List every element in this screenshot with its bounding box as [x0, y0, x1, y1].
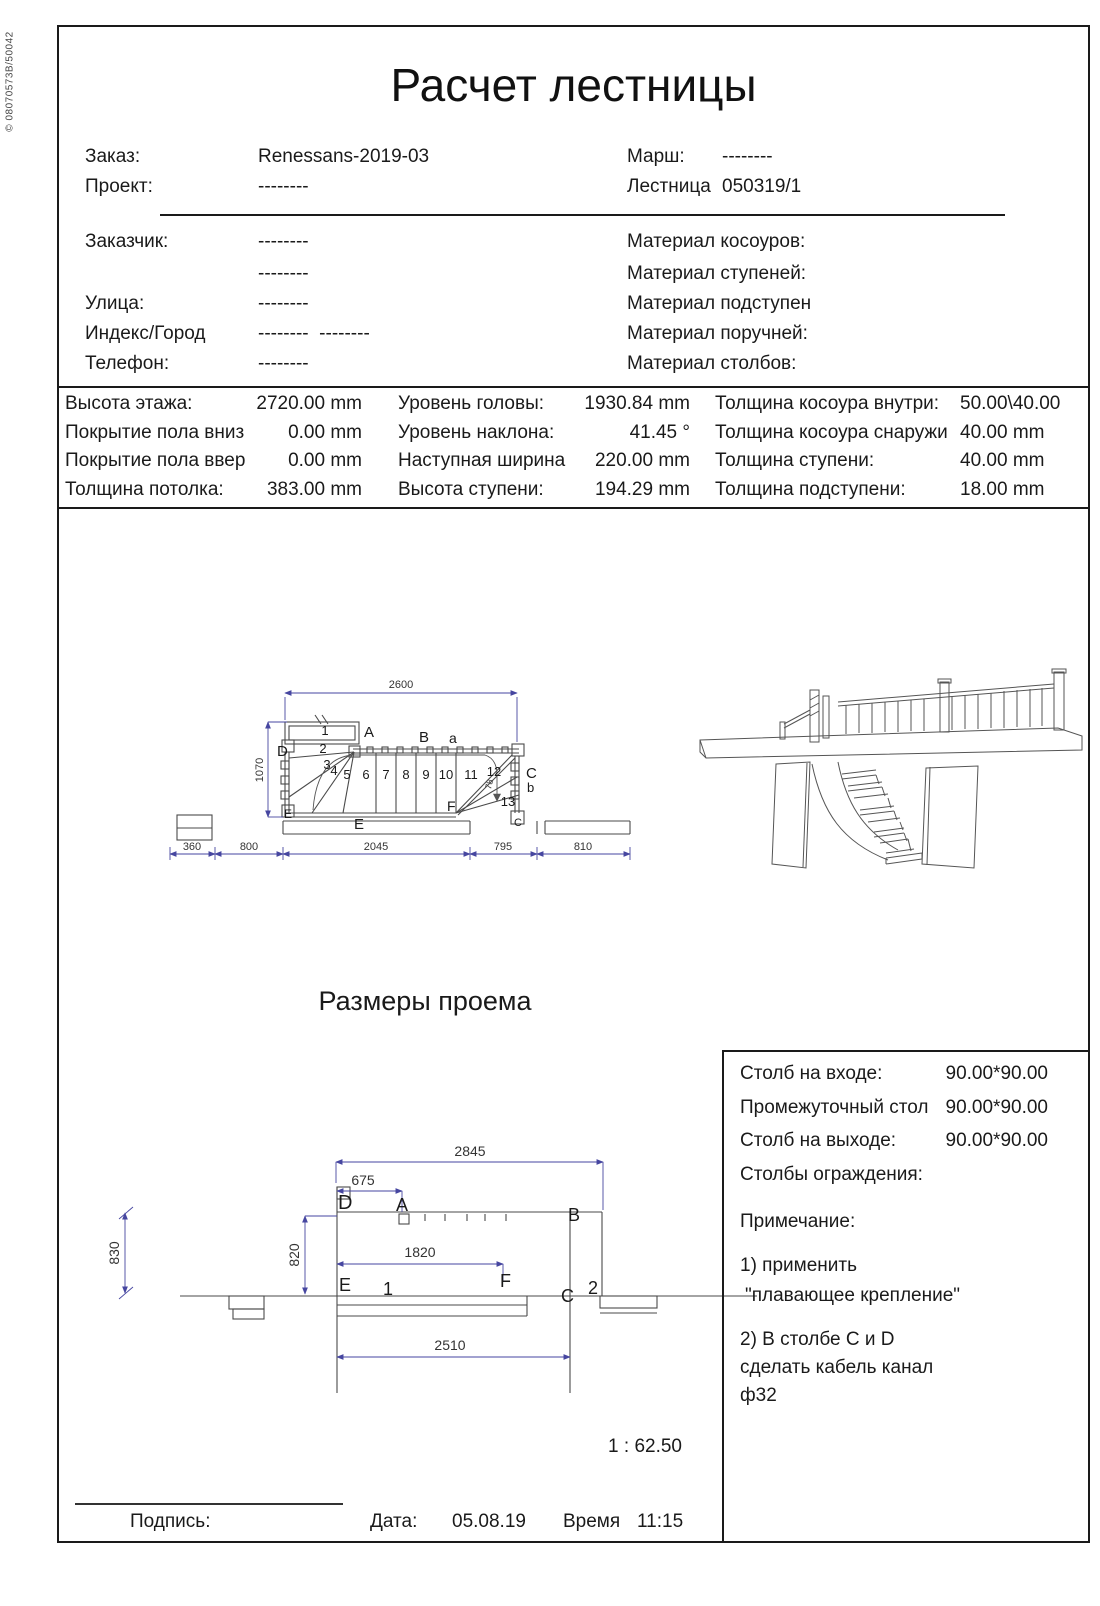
plan-dim-top: 2600 — [388, 679, 414, 691]
opening-label-1: 1 — [383, 1279, 394, 1299]
opening-dim-left: 830 — [106, 1241, 122, 1265]
customer-value2: -------- — [258, 263, 309, 284]
project-label: Проект: — [85, 176, 153, 197]
params-bottom-border — [57, 507, 1090, 509]
plan-dim-left: 1070 — [254, 757, 266, 783]
plan-label-a: a — [449, 730, 457, 746]
opening-structure — [180, 1187, 757, 1393]
step-number: 13 — [500, 794, 516, 809]
param-label: Толщина ступени: — [715, 450, 875, 471]
march-label: Марш: — [627, 146, 685, 167]
opening-dimension-lines — [119, 1162, 603, 1357]
plan-dim-795: 795 — [493, 841, 513, 853]
opening-dimensions-drawing — [100, 1095, 760, 1405]
plan-label-D: D — [277, 743, 288, 760]
plan-dim-800: 800 — [239, 841, 259, 853]
copyright-vertical-text: © 08070573B/50042 — [4, 31, 16, 132]
zip-city-value: -------- -------- — [258, 323, 370, 344]
param-label: Толщина потолка: — [65, 479, 224, 500]
param-value: 2720.00 mm — [256, 393, 362, 414]
post-rail-label: Столбы ограждения: — [740, 1164, 923, 1185]
opening-label-E: E — [339, 1275, 352, 1295]
opening-dimension-texts — [106, 1143, 486, 1353]
step-number: 9 — [422, 767, 430, 782]
param-value: 1930.84 mm — [584, 393, 690, 414]
post-entry-value: 90.00*90.00 — [945, 1063, 1048, 1084]
post-mid-value: 90.00*90.00 — [945, 1097, 1048, 1118]
step-number: 4 — [330, 763, 338, 778]
plan-dimension-lines — [170, 693, 630, 860]
opening-dim-inner: 820 — [286, 1243, 302, 1267]
material-handrails-label: Материал поручней: — [627, 323, 808, 344]
plan-label-E-corner: E — [284, 807, 293, 821]
plan-dim-diag: 78 — [482, 778, 496, 791]
param-label: Покрытие пола ввер — [65, 450, 246, 471]
plan-step-numbers — [319, 723, 515, 809]
param-label: Толщина подступени: — [715, 479, 906, 500]
post-exit-label: Столб на выходе: — [740, 1130, 897, 1151]
header-divider — [160, 214, 1005, 216]
step-number: 10 — [438, 767, 454, 782]
param-label: Высота этажа: — [65, 393, 193, 414]
opening-label-D: D — [338, 1192, 353, 1214]
order-value: Renessans-2019-03 — [258, 146, 430, 167]
page-title: Расчет лестницы — [390, 59, 757, 111]
note-line-4: сделать кабель канал — [740, 1357, 934, 1378]
opening-dim-mid: 1820 — [404, 1244, 436, 1260]
param-label: Уровень наклона: — [398, 422, 555, 443]
date-value: 05.08.19 — [452, 1511, 526, 1532]
plan-label-A: A — [364, 724, 375, 741]
param-value: 0.00 mm — [288, 450, 362, 471]
date-label: Дата: — [370, 1511, 418, 1532]
opening-dim-small: 675 — [351, 1172, 375, 1188]
post-mid-label: Промежуточный стол — [740, 1097, 929, 1118]
param-value: 220.00 mm — [594, 450, 690, 471]
param-label: Толщина косоура внутри: — [715, 393, 940, 414]
opening-point-labels — [338, 1192, 598, 1306]
param-value: 383.00 mm — [266, 479, 362, 500]
opening-label-F: F — [500, 1271, 511, 1291]
note-line-2: "плавающее крепление" — [745, 1285, 961, 1306]
step-number: 7 — [382, 767, 390, 782]
post-entry-label: Столб на входе: — [740, 1063, 883, 1084]
param-label: Покрытие пола вниз — [65, 422, 245, 443]
material-treads-label: Материал ступеней: — [627, 263, 807, 284]
plan-walkline — [313, 755, 497, 810]
param-label: Наступная ширина — [398, 450, 566, 471]
note-line-1: 1) применить — [740, 1255, 857, 1276]
post-exit-value: 90.00*90.00 — [945, 1130, 1048, 1151]
project-value: -------- — [258, 176, 309, 197]
opening-label-2: 2 — [588, 1278, 599, 1298]
march-value: -------- — [722, 146, 773, 167]
plan-label-F: F — [447, 798, 456, 814]
phone-value: -------- — [258, 353, 309, 374]
plan-label-C: C — [526, 765, 537, 782]
plan-label-B: B — [419, 729, 430, 746]
note-line-3: 2) В столбе C и D — [740, 1329, 895, 1350]
time-value: 11:15 — [637, 1511, 684, 1532]
zip-city-label: Индекс/Город — [85, 323, 206, 344]
material-stringers-label: Материал косоуров: — [627, 231, 806, 252]
opening-section-title: Размеры проема — [318, 986, 532, 1016]
step-number: 11 — [464, 767, 478, 782]
plan-label-E-bottom: E — [354, 816, 365, 833]
order-label: Заказ: — [85, 146, 141, 167]
signature-label: Подпись: — [130, 1511, 211, 1532]
param-value: 50.00\40.00 — [960, 393, 1061, 414]
param-label: Толщина косоура снаружи — [715, 422, 948, 443]
step-number: 6 — [362, 767, 370, 782]
street-label: Улица: — [85, 293, 145, 314]
note-title: Примечание: — [740, 1211, 856, 1232]
param-value: 18.00 mm — [960, 479, 1045, 500]
param-value: 40.00 mm — [960, 422, 1045, 443]
scale-value: 1 : 62.50 — [608, 1436, 682, 1457]
stair-id-label: Лестница — [627, 176, 711, 197]
param-value: 40.00 mm — [960, 450, 1045, 471]
param-label: Высота ступени: — [398, 479, 544, 500]
step-number: 1 — [321, 723, 329, 738]
opening-label-C: C — [561, 1286, 574, 1306]
stair-id-value: 050319/1 — [722, 176, 802, 197]
plan-dim-360: 360 — [182, 841, 202, 853]
step-number: 12 — [486, 764, 502, 779]
param-label: Уровень головы: — [398, 393, 545, 414]
step-number: 3 — [323, 757, 331, 772]
material-risers-label: Материал подступен — [627, 293, 812, 314]
customer-label: Заказчик: — [85, 231, 169, 252]
param-value: 0.00 mm — [288, 422, 362, 443]
plan-dim-810: 810 — [573, 841, 593, 853]
opening-dim-top: 2845 — [454, 1143, 486, 1159]
params-top-border — [57, 386, 1090, 388]
param-value: 41.45 ° — [629, 422, 690, 443]
material-posts-label: Материал столбов: — [627, 353, 797, 374]
step-number: 5 — [343, 767, 351, 782]
opening-label-A: A — [396, 1195, 409, 1215]
plan-view-drawing — [155, 645, 655, 870]
stair-3d-view — [690, 660, 1090, 890]
phone-label: Телефон: — [85, 353, 170, 374]
step-number: 2 — [319, 741, 327, 756]
plan-label-b: b — [527, 780, 535, 795]
customer-value: -------- — [258, 231, 309, 252]
note-line-5: ф32 — [740, 1385, 777, 1406]
step-number: 8 — [402, 767, 410, 782]
opening-dim-bottom: 2510 — [434, 1337, 466, 1353]
param-value: 194.29 mm — [594, 479, 690, 500]
time-label: Время — [563, 1511, 621, 1532]
street-value: -------- — [258, 293, 309, 314]
opening-label-B: B — [568, 1205, 581, 1225]
plan-dim-2045: 2045 — [363, 841, 389, 853]
plan-label-C-bottom: C — [514, 817, 522, 829]
signature-line — [75, 1503, 343, 1505]
